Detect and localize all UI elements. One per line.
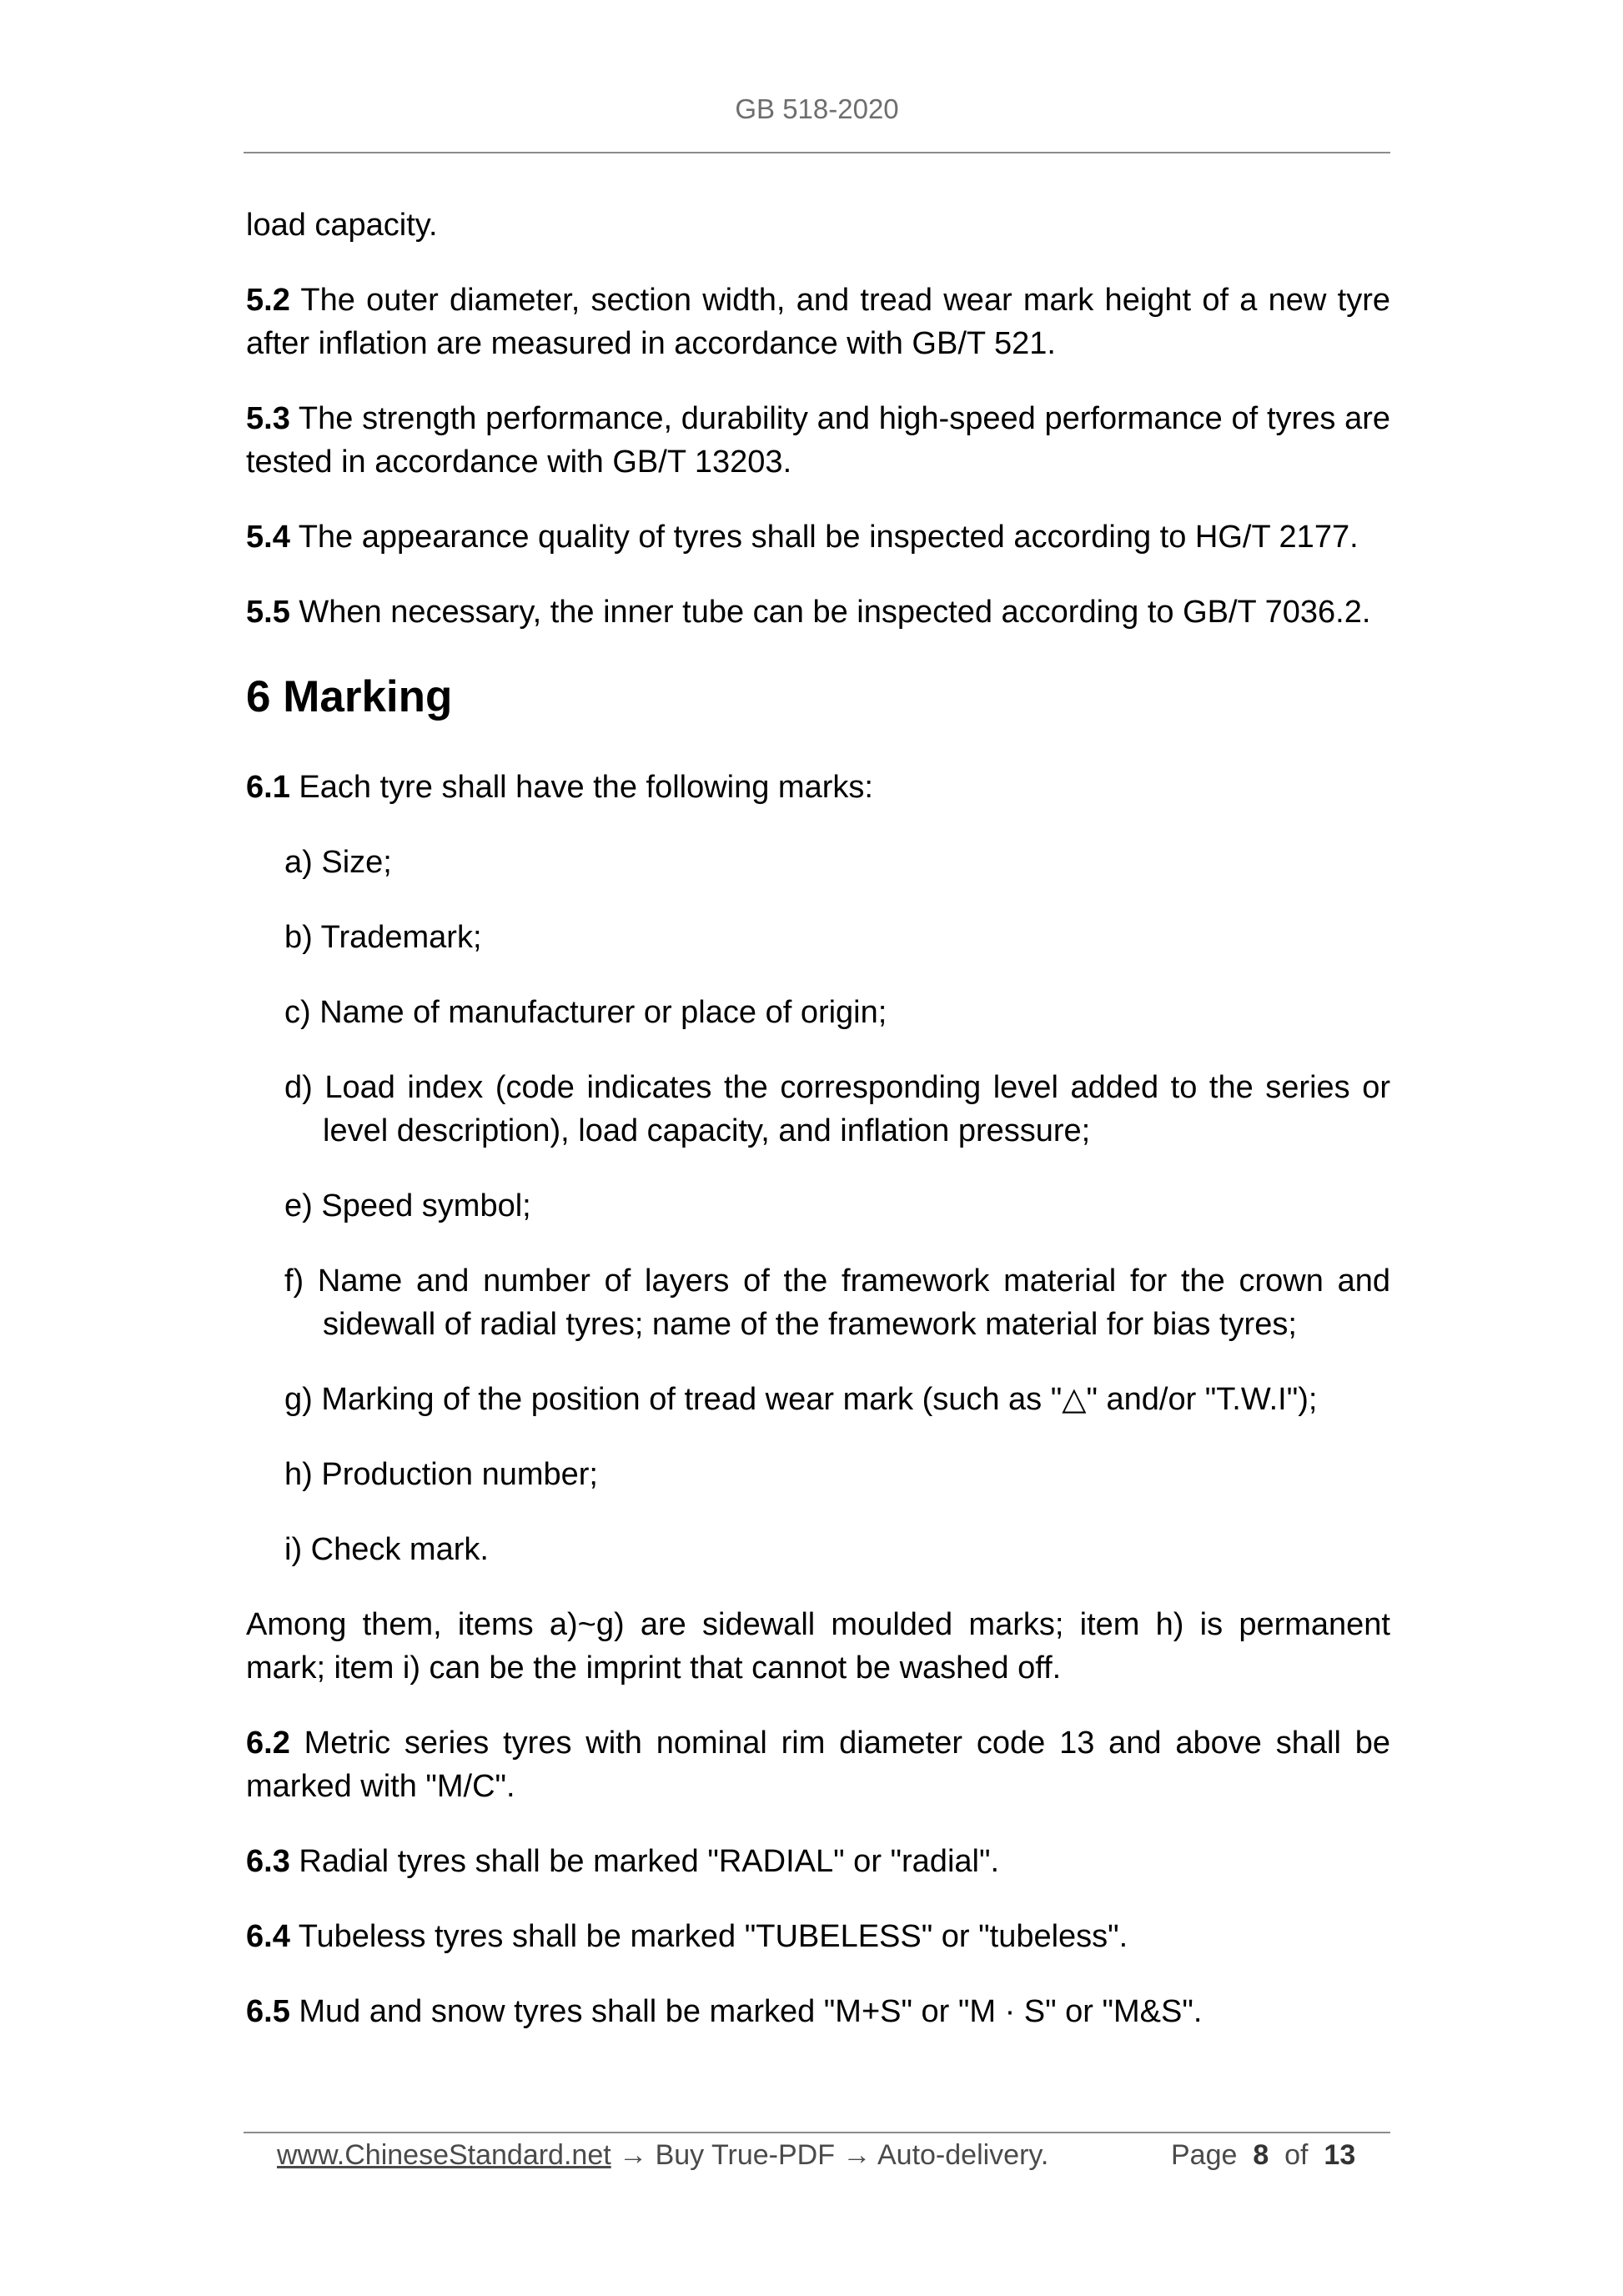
clause-5-2 [246, 279, 1390, 365]
clause-number: 5.5 [246, 595, 290, 630]
clause-text: The strength performance, durability and high-speed performance of tyres are tested in accordance with GB/T 13203. [246, 401, 1390, 480]
document-body [246, 203, 1390, 2065]
clause-6-2 [246, 1721, 1390, 1808]
page-of: of [1284, 2139, 1309, 2171]
list-item-g: g) Marking of the position of tread wear mark (such as "△" and/or "T.W.I"); [284, 1382, 1318, 1417]
page-footer [277, 2133, 1361, 2177]
list-item-f: f) Name and number of layers of the framework material for the crown and sidewall of radial tyres; name of the framework material for bias tyres; [284, 1264, 1390, 1342]
list-item-h: h) Production number; [284, 1457, 598, 1492]
clause-number: 6.2 [246, 1726, 290, 1761]
clause-text: Each tyre shall have the following marks: [289, 770, 873, 805]
clause-6-3 [246, 1840, 1390, 1883]
clause-text: Metric series tyres with nominal rim diameter code 13 and above shall be marked with "M/C". [246, 1726, 1390, 1804]
clause-6-4 [246, 1915, 1390, 1958]
header-rule [244, 152, 1390, 153]
clause-number: 5.3 [246, 401, 290, 436]
clause-number: 6.3 [246, 1844, 290, 1879]
list-item-a: a) Size; [284, 845, 392, 880]
section-heading-marking: 6 Marking [246, 672, 453, 721]
clause-text: When necessary, the inner tube can be inspected according to GB/T 7036.2. [289, 595, 1371, 630]
clause-5-5 [246, 590, 1390, 634]
page-header: GB 518-2020 [735, 93, 899, 124]
list-item-b: b) Trademark; [284, 920, 482, 955]
clause-number: 5.4 [246, 520, 290, 555]
clause-number: 6.1 [246, 770, 290, 805]
clause-5-4 [246, 515, 1390, 559]
clause-text: The outer diameter, section width, and tread wear mark height of a new tyre after inflation are measured in accordance with GB/T 521. [246, 283, 1390, 361]
clause-6-5 [246, 1990, 1390, 2033]
page-indicator [1171, 2133, 1355, 2177]
clause-text: Mud and snow tyres shall be marked "M+S" or "M · S" or "M&S". [289, 1994, 1203, 2029]
clause-number: 6.5 [246, 1994, 290, 2029]
footer-promo: → Buy True-PDF → Auto-delivery. [611, 2139, 1049, 2171]
among-paragraph: Among them, items a)~g) are sidewall moulded marks; item h) is permanent mark; item i) can be the imprint that cannot be washed off. [246, 1607, 1390, 1686]
clause-number: 5.2 [246, 283, 290, 318]
site-link[interactable]: www.ChineseStandard.net [277, 2139, 611, 2171]
page-total: 13 [1324, 2139, 1356, 2171]
page-label: Page [1171, 2139, 1238, 2171]
page-current: 8 [1253, 2139, 1269, 2171]
clause-text: Radial tyres shall be marked "RADIAL" or "radial". [289, 1844, 1000, 1879]
list-item-i: i) Check mark. [284, 1532, 489, 1567]
clause-6-1 [246, 766, 1390, 809]
clause-text: Tubeless tyres shall be marked "TUBELESS" or "tubeless". [289, 1919, 1128, 1954]
lead-paragraph: load capacity. [246, 208, 438, 243]
list-item-d: d) Load index (code indicates the corresponding level added to the series or level description), load capacity, and inflation pressure; [284, 1070, 1390, 1148]
list-item-e: e) Speed symbol; [284, 1188, 531, 1223]
clause-5-3 [246, 397, 1390, 484]
list-item-c: c) Name of manufacturer or place of origin; [284, 995, 887, 1030]
clause-number: 6.4 [246, 1919, 290, 1954]
clause-text: The appearance quality of tyres shall be inspected according to HG/T 2177. [289, 520, 1359, 555]
